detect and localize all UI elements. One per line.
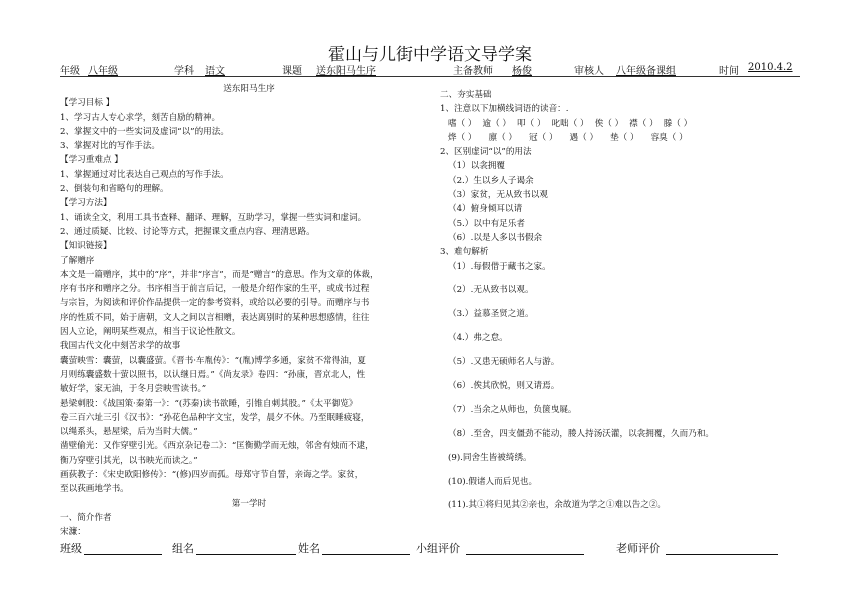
- text-line: 凿壁偷光：又作穿壁引光。《西京杂记卷二》：“匡衡勤学而无烛，邻舍有烛而不逮，: [60, 441, 374, 452]
- header-meta: [60, 62, 800, 77]
- grade-label: 年级: [60, 66, 80, 77]
- text-line: 因人立论，阐明某些观点，相当于议论性散文。: [60, 327, 241, 338]
- hard-sentence-item: （3.）益慕圣贤之道。: [448, 309, 534, 320]
- section-first-period: 第一学时: [231, 498, 267, 509]
- time-value: 2010.4.2: [748, 62, 793, 73]
- yi-usage-item: （6）.以是人多以书假余: [448, 232, 543, 243]
- text-line: 1、学习古人专心求学，刻苦自励的精神。: [60, 112, 221, 123]
- text-line: 3、掌握对比的写作手法。: [60, 141, 160, 152]
- pronunciation-item: 叩（ ）: [517, 118, 546, 129]
- text-line: 卷三百六址三引《汉书》：“孙花色品种字文宝，发学，晨夕不休。乃至眠睡疲寝，: [60, 412, 370, 423]
- text-line: 序有书序和赠序之分。书序相当于前言后记，一般是介绍作家的生平，或成书过程: [60, 284, 370, 295]
- topic-label: 课题: [282, 66, 302, 77]
- name-field[interactable]: [322, 540, 410, 555]
- group-eval-label: 小组评价: [416, 542, 460, 555]
- group-label: 组名: [172, 542, 194, 555]
- pronunciation-item: 冠（ ）: [529, 132, 558, 143]
- topic-value: 送东阳马生序: [316, 66, 376, 77]
- text-line: 囊萤映雪：囊萤，以囊盛萤。《晋书·车胤传》：“(胤)博学多通，家贫不常得油，夏: [60, 355, 367, 366]
- text-line: 2、倒装句和省略句的理解。: [60, 184, 169, 195]
- teacher-eval-field[interactable]: [666, 540, 778, 555]
- pronunciation-item: 襟（ ）: [629, 118, 658, 129]
- pronunciation-item: 滕（ ）: [663, 118, 693, 129]
- pronunciation-row: [440, 131, 800, 145]
- yi-usage-item: （5.）以中有足乐者: [448, 218, 525, 229]
- document-title: 霍山与儿街中学语文导学案: [328, 45, 532, 65]
- pronunciation-item: 容臭（ ）: [650, 132, 688, 143]
- section-basics: 二、夯实基础: [440, 90, 492, 100]
- hard-sentence-item: （6）.俟其欣悦，则又请焉。: [448, 381, 560, 392]
- text-line: 至以荻画地学书。: [60, 484, 129, 495]
- hard-sentence-item: （4.）弗之怠。: [448, 333, 508, 344]
- name-label: 姓名: [298, 542, 320, 555]
- hard-sentences-question: 3、难句解析: [440, 247, 489, 258]
- text-line: 与宗旨，为阅读和评价作品提供一定的参考资料，或给以必要的引导。而赠序与书: [60, 298, 370, 309]
- class-field[interactable]: [84, 540, 162, 555]
- text-line: 【学习方法】: [60, 198, 112, 209]
- hard-sentence-item: (10).假诸人而后见也。: [448, 476, 538, 487]
- pronunciation-item: 烨（ ）: [448, 132, 477, 143]
- pronunciation-question: 1、注意以下加横线词语的读音：.: [440, 104, 569, 115]
- text-line: 本文是一篇赠序，其中的“序”，并非“序言”，而是“赠言”的意思。作为文章的体裁，: [60, 269, 379, 280]
- text-line: 2、掌握文中的一些实词及虚词“以”的用法。: [60, 126, 229, 137]
- hard-sentence-item: （7）.当余之从师也，负箧曳屣。: [448, 404, 577, 415]
- text-line: 以绳系头，悬屋梁，后为当时大儒。”: [60, 427, 198, 438]
- text-line: 【学习重难点 】: [60, 155, 123, 166]
- teacher-value: 杨俊: [512, 66, 532, 77]
- text-line: 我国古代文化中刻苦求学的故事: [60, 341, 181, 352]
- text-line: 2、通过质疑、比较、讨论等方式，把握课文重点内容、理清思路。: [60, 226, 315, 237]
- text-line: 敏好学，家无油，于冬月尝映雪读书。”: [60, 384, 207, 395]
- pronunciation-item: 俟（ ）: [594, 118, 624, 129]
- yi-usage-item: （4）俯身倾耳以请: [448, 204, 523, 215]
- hard-sentence-item: (9).同舍生皆被绮绣。: [448, 452, 532, 463]
- text-line: 【学习目标 】: [60, 98, 115, 109]
- yi-usage-item: （3）家贫，无从致书以观: [448, 190, 548, 201]
- hard-sentence-item: （5）.又患无硕师名人与游。: [448, 357, 560, 368]
- text-line: 悬梁刺股：《战国策·秦第一》：“(苏秦)读书欲睡，引锥自刺其股。”《太平御览》: [60, 398, 358, 409]
- grade-value: 八年级: [88, 66, 118, 77]
- hard-sentence-item: （2）.无从致书以观。: [448, 285, 534, 296]
- text-line: 【知识链接】: [60, 241, 112, 252]
- text-line: 1、诵读全文，利用工具书查释、翻译、理解，互助学习，掌握一些实词和虚词。: [60, 212, 367, 223]
- text-line: 1、掌握通过对比表达自己观点的写作手法。: [60, 169, 229, 180]
- text-line: 了解赠序: [60, 255, 95, 266]
- yi-usage-list: [440, 159, 800, 245]
- pronunciation-item: 遇（ ）: [569, 132, 599, 143]
- hard-sentence-item: （8）.至舍，四支僵劲不能动，媵人持汤沃灌，以衾拥覆，久而乃和。: [448, 428, 715, 439]
- hard-sentence-item: (11).其①将归见其②亲也，余故道为学之①难以告之②。: [448, 500, 667, 511]
- text-line: 序的性质不同，始于唐朝，文人之间以言相赠，表达离别时的某种思想感情，往往: [60, 312, 370, 323]
- class-label: 班级: [60, 542, 82, 555]
- hard-sentence-item: （1）.每假借于藏书之家。: [448, 261, 551, 272]
- pronunciation-item: 逾（ ）: [482, 118, 512, 129]
- reviewer-label: 审核人: [574, 66, 604, 77]
- group-eval-field[interactable]: [466, 540, 584, 555]
- text-line: 衡乃穿壁引其光，以书映光而读之。”: [60, 455, 198, 466]
- left-column: [60, 82, 438, 540]
- author-name: 宋濂：: [60, 527, 86, 538]
- hard-sentences-list: [440, 260, 800, 513]
- subject-label: 学科: [174, 66, 194, 77]
- right-column: [440, 88, 800, 522]
- pronunciation-row: [440, 117, 800, 131]
- reviewer-value: 八年级备课组: [616, 66, 676, 77]
- pronunciation-item: 垫（ ）: [610, 132, 639, 143]
- text-line: 画荻教子：《宋史欧阳修传》：“(修)四岁而孤。母郑守节自誓，亲诲之学。家贫，: [60, 470, 364, 481]
- yi-usage-item: （2.）生以乡人子谒余: [448, 175, 534, 186]
- left-body: [60, 96, 438, 496]
- author-intro-heading: 一、简介作者: [60, 512, 112, 523]
- text-line: 月则练囊盛数十萤以照书，以认继日焉。”《尚友录》卷四：“孙康，晋京北人，性: [60, 369, 366, 380]
- pronunciation-item: 嗜（ ）: [448, 118, 477, 129]
- teacher-label: 主备教师: [453, 66, 493, 77]
- yi-usage-item: （1）以衾拥覆: [448, 161, 506, 172]
- teacher-eval-label: 老师评价: [616, 542, 660, 555]
- time-label: 时间: [719, 66, 739, 77]
- pronunciation-item: 叱咄（ ）: [551, 118, 589, 129]
- group-field[interactable]: [196, 540, 296, 555]
- subject-value: 语文: [205, 66, 225, 77]
- yi-usage-question: 2、区别虚词“以”的用法: [440, 147, 532, 158]
- lesson-heading: 送东阳马生序: [223, 84, 275, 94]
- pronunciation-item: 廪（ ）: [488, 132, 518, 143]
